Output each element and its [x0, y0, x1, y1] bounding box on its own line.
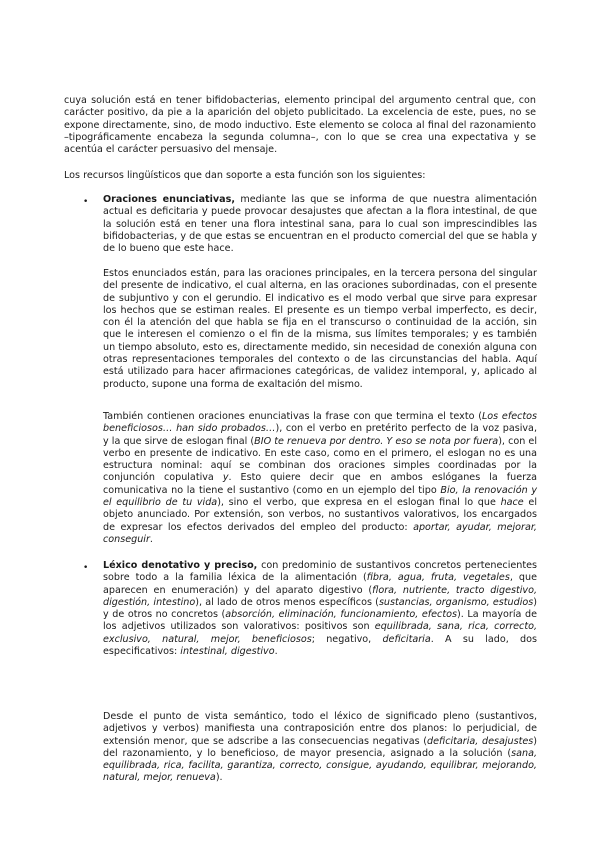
italic-run: aportar, ayudar, mejorar, conseguir	[103, 521, 537, 545]
italic-run: equilibrada, sana, rica, correcto, exclusivo, natural, mejor, beneficiosos	[103, 621, 537, 645]
text-run: ). La mayoría de los adjetivos utilizados son valorativos: positivos son	[103, 609, 537, 633]
list-item-lexico-denotativo	[103, 560, 537, 658]
text-run: con predominio de sustantivos concretos pertenecientes sobre todo a la familia léxica de la alimentación (	[103, 560, 538, 584]
paragraph-tambien-contienen	[103, 411, 537, 546]
text-run: el objeto anunciado. Por extensión, son verbos, no sustantivos valorativos, los encargados de expresar los efectos derivados del empleo del producto:	[103, 497, 537, 533]
italic-run: sustancias, organismo, estudios	[378, 596, 534, 608]
text-run: ) del razonamiento, y lo beneficioso, de mayor presencia, asignado a la solución (	[103, 735, 538, 759]
item-term: Oraciones enunciativas,	[103, 194, 236, 205]
text-run: ; negativo,	[311, 633, 383, 645]
paragraph-enunciados: Estos enunciados están, para las oraciones principales, en la tercera persona del singular del presente de indicativo, el cual alterna, en las oraciones subordinadas, con el presente de subjuntivo y con el gerundio. El indicativo es el modo verbal que sirve para expresar los hechos que se estiman reales. El presente es un tiempo verbal imperfecto, es decir, con él la atención del que habla se fija en el transcurso o continuidad de la acción, sin que le interesen el comienzo o el fin de la misma, sus límites temporales; y es también un tiempo absoluto, esto es, directamente medido, sin necesidad de conexión alguna con otras representaciones temporales del contexto o de las circunstancias del habla. Aquí está utilizado para hacer afirmaciones categóricas, de validez intemporal, y, aplicado al producto, supone una forma de exaltación del mismo.	[103, 268, 537, 390]
text-run: También contienen oraciones enunciativas la frase con que termina el texto (	[103, 411, 482, 422]
intro-paragraph: cuya solución está en tener bifidobacterias, elemento principal del argumento central que, con carácter positivo, da pie a la aparición del objeto publicitado. La excelencia de este, pues, no se expone directamente, sino, de modo inductivo. Este elemento se coloca al final del razonamiento –tipográficamente encabeza la segunda columna–, con lo que se crea una expectativa y se acentúa el carácter persuasivo del mensaje.	[64, 95, 536, 156]
italic-run: intestinal, digestivo	[180, 646, 275, 658]
text-run: .	[274, 646, 278, 658]
text-run: ), con el verbo en presente de indicativo. En este caso, como en el primero, el eslogan no es una estructura nominal: aquí se combinan dos oraciones simples coordinadas por la conjunción copulativa	[103, 435, 537, 484]
bullet-icon: •	[83, 563, 89, 573]
italic-run: absorción, eliminación, funcionamiento, efectos	[225, 609, 457, 621]
text-run: ), con el verbo en pretérito perfecto de la voz pasiva, y la que sirve de eslogan final (	[103, 423, 537, 447]
bullet-icon: •	[83, 197, 89, 207]
text-run: .	[149, 533, 153, 545]
italic-run: BIO te renueva por dentro. Y eso se nota por fuera	[254, 435, 499, 447]
italic-run: deficitaria, desajustes	[427, 735, 534, 747]
text-run: . A su lado, dos especificativos:	[103, 633, 537, 658]
text-run: ), al lado de otros menos específicos (	[195, 596, 379, 608]
item-text: mediante las que se informa de que nuestra alimentación actual es deficitaria y puede provocar desajustes que afectan a la flora intestinal, de que la solución está en tener una flora intestinal sana, para lo cual son imprescindibles las bifidobacterias, y de que estas se encuentran en el producto comercial del que se habla y de lo bueno que este hace.	[103, 194, 537, 255]
text-run: ) y de otros no concretos (	[103, 596, 537, 621]
italic-run: Bio, la renovación y el equilibrio de tu vida	[103, 484, 537, 509]
italic-run: flora, nutriente, tracto digestivo, digestión, intestino	[103, 584, 537, 608]
text-run: ).	[215, 772, 223, 784]
text-run: , que aparecen en enumeración) y del aparato digestivo (	[103, 572, 538, 596]
italic-run: hace	[500, 497, 524, 509]
italic-run: deficitaria	[382, 633, 431, 645]
italic-run: Los efectos beneficiosos… han sido probados…	[103, 411, 537, 435]
item-term: Léxico denotativo y preciso,	[103, 560, 258, 571]
list-item-oraciones-enunciativas	[103, 194, 537, 255]
italic-run: sana, equilibrada, rica, facilita, garantiza, correcto, consigue, ayudando, equilibrar, mejorando, natural, mejor, renueva	[103, 747, 537, 784]
text-run: ), sino el verbo, que expresa en el eslogan final lo que	[217, 497, 501, 509]
italic-run: y	[222, 472, 229, 484]
paragraph-punto-de-vista-semantico	[103, 711, 537, 785]
text-run: Desde el punto de vista semántico, todo el léxico de significado pleno (sustantivos, adjetivos y verbos) manifiesta una contraposición entre dos planos: lo perjudicial, de extensión menor, que se adscribe a las consecuencias negativas (	[103, 711, 537, 747]
italic-run: fibra, agua, fruta, vegetales	[366, 572, 510, 584]
list-intro-paragraph: Los recursos lingüísticos que dan soporte a esta función son los siguientes:	[64, 170, 426, 181]
text-run: . Esto quiere decir que en ambos eslóganes la fuerza comunicativa no la tiene el sustantivo (como en un ejemplo del tipo	[103, 472, 537, 496]
